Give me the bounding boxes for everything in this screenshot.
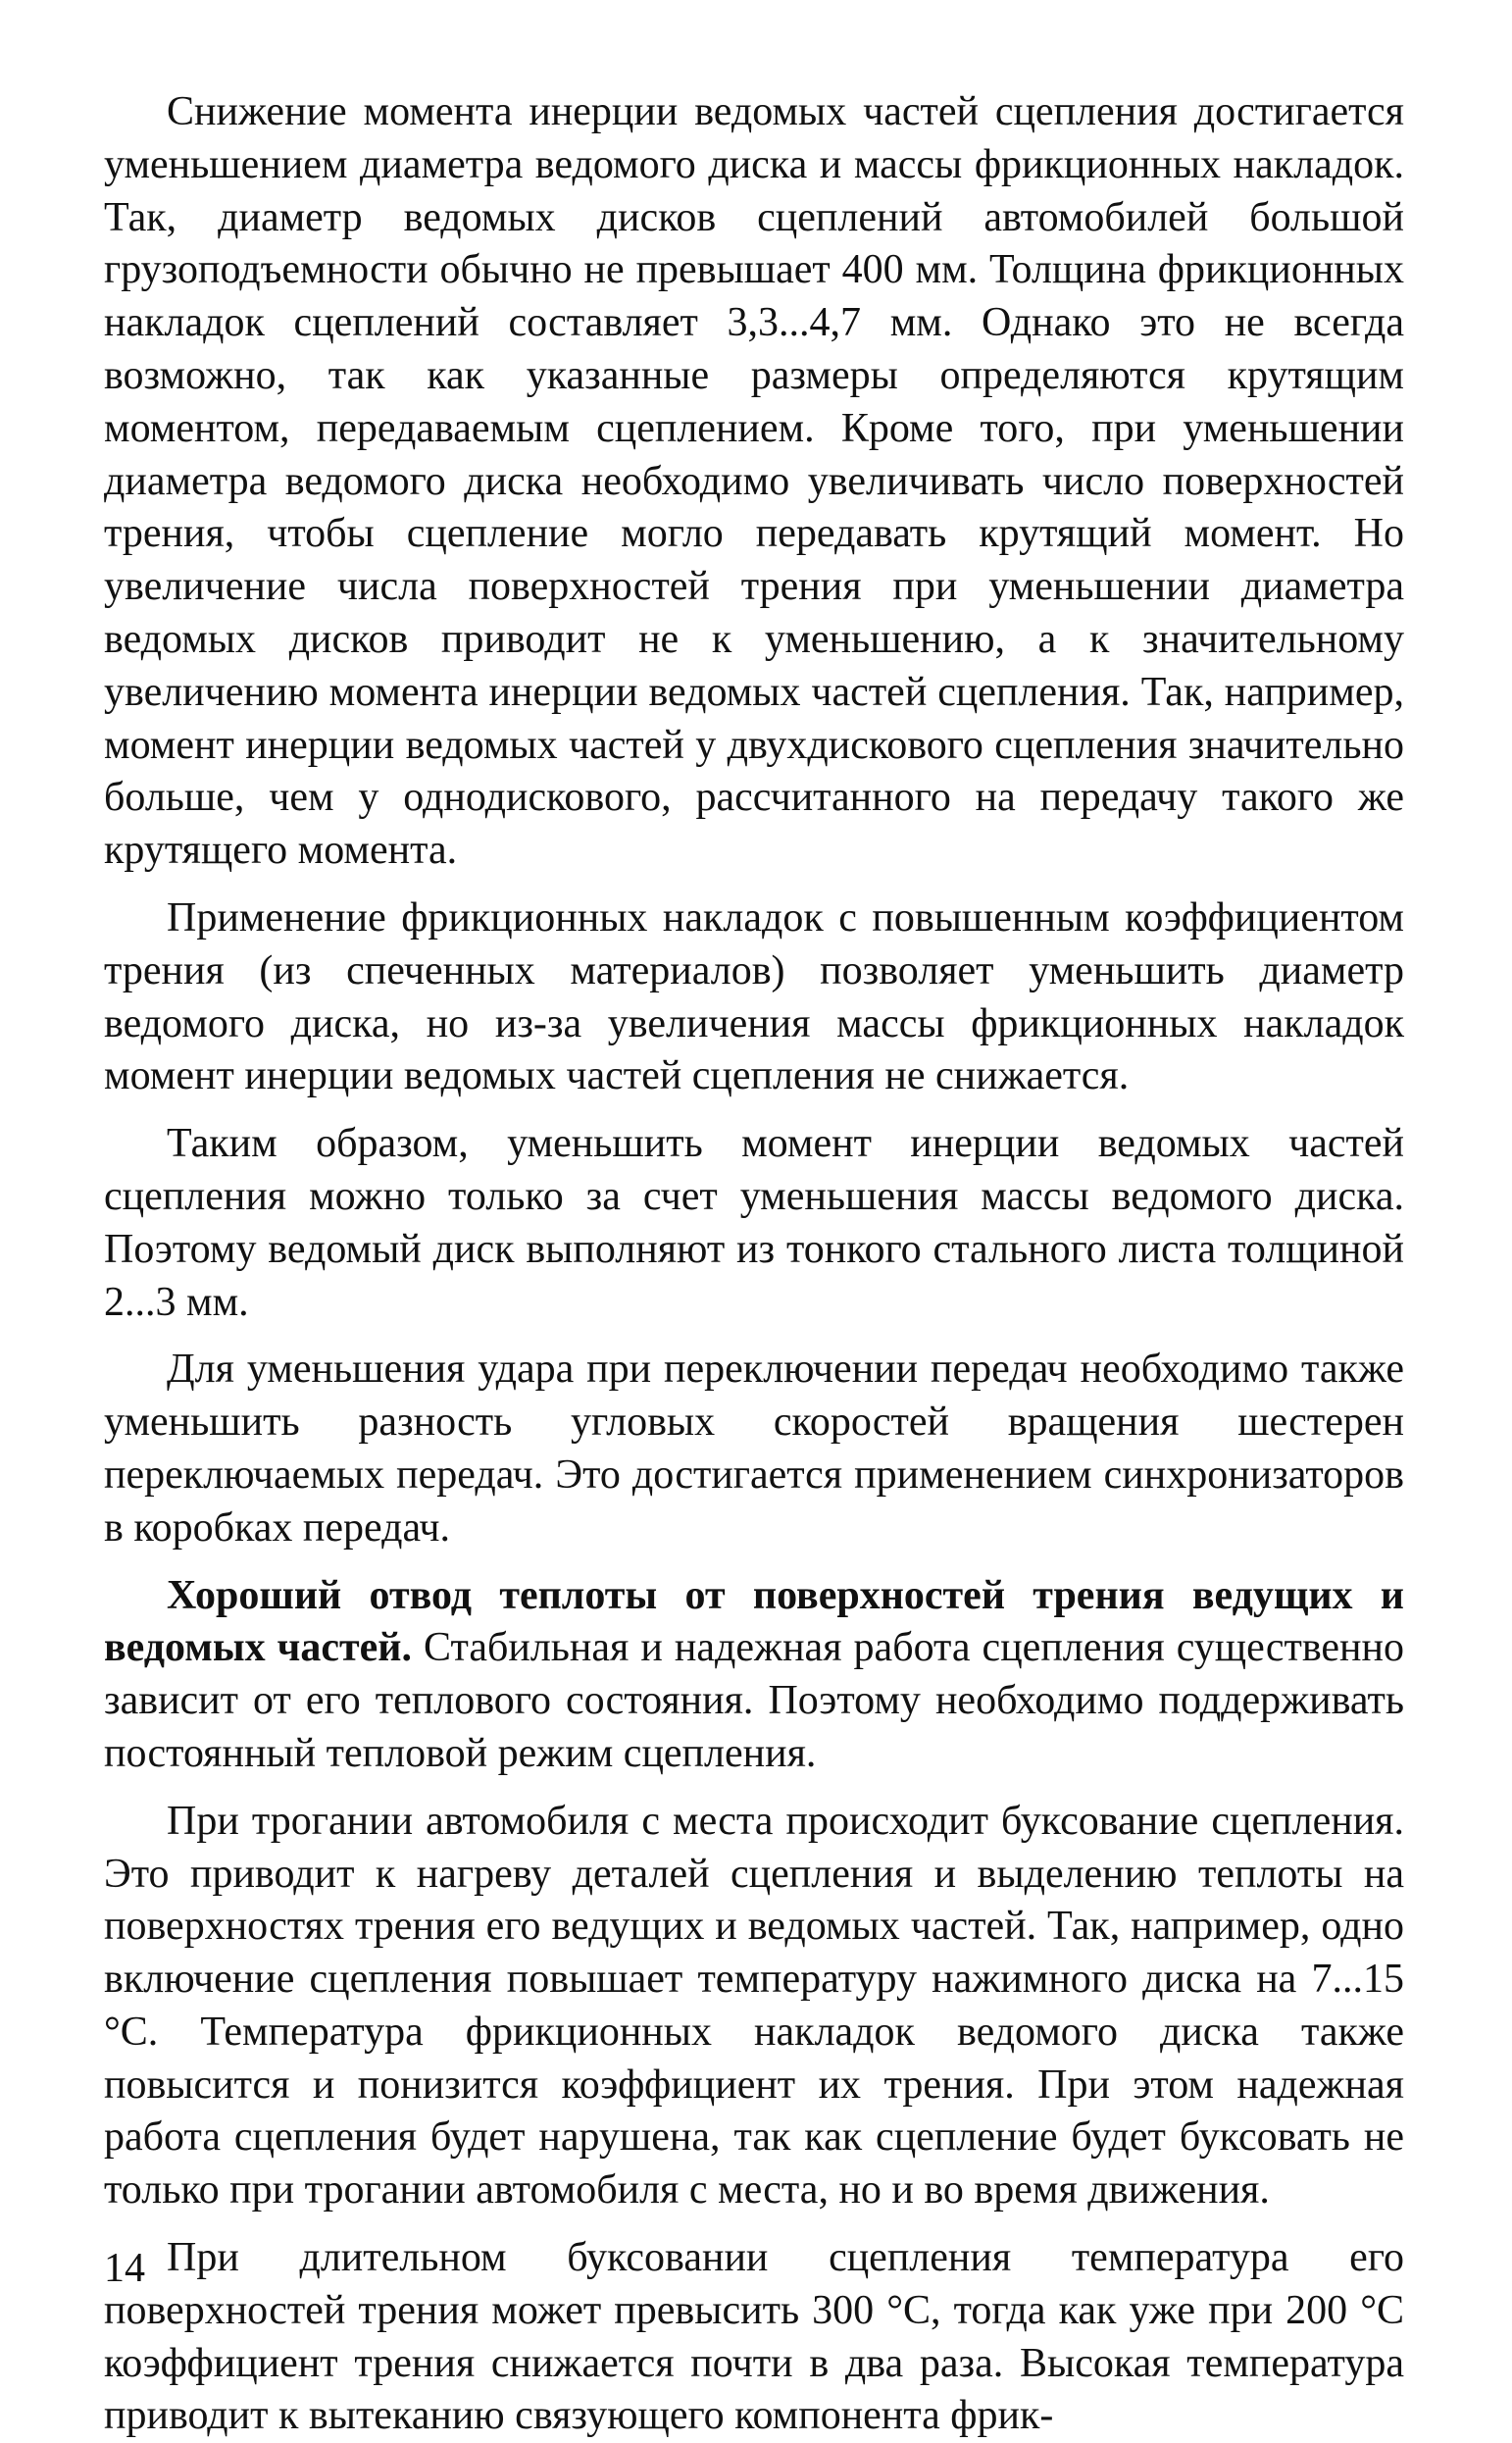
paragraph-driven-disc-mass: Таким образом, уменьшить момент инерции ведомых частей сцепления можно только за счет уменьшения массы ведомого диска. Поэтому ведомый диск выполняют из тонкого стального листа толщиной 2...3 мм.: [104, 1121, 1404, 1325]
paragraph-heat-removal: [104, 1570, 1404, 1781]
paragraph-body-text: Стабильная и надежная работа сцепления существенно зависит от его теплового состояния. Поэтому необходимо поддерживать постоянный тепловой режим сцепления.: [104, 1625, 1405, 1776]
paragraph-friction-linings: Применение фрикционных накладок с повышенным коэффициентом трения (из спеченных материалов) позволяет уменьшить диаметр ведомого диска, но из-за увеличения массы фрикционных накладок момент инерции ведомых частей сцепления не снижается.: [104, 894, 1404, 1099]
page-number: 14: [104, 2246, 145, 2291]
paragraph-lead-heading: Хороший отвод теплоты от поверхностей трения ведущих и ведомых частей.: [104, 1572, 1404, 1671]
paragraph-moment-of-inertia: Снижение момента инерции ведомых частей сцепления достигается уменьшением диаметра ведомого диска и массы фрикционных накладок. Так, диаметр ведомых дисков сцеплений автомобилей большой грузоподъемности обычно не превышает 400 мм. Толщина фрикционных накладок сцеплений составляет 3,3...4,7 мм. Однако это не всегда возможно, так как указанные размеры определяются крутящим моментом, передаваемым сцеплением. Кроме того, при уменьшении диаметра ведомого диска необходимо увеличивать число поверхностей трения, чтобы сцепление могло передавать крутящий момент. Но увеличение числа поверхностей трения при уменьшении диаметра ведомых дисков приводит не к уменьшению, а к значительному увеличению момента инерции ведомых частей сцепления. Так, например, момент инерции ведомых частей у двухдискового сцепления значительно больше, чем у однодискового, рассчитанного на передачу такого же крутящего момента.: [104, 89, 1404, 874]
page-body: [104, 86, 1404, 2443]
paragraph-synchronizers: Для уменьшения удара при переключении передач необходимо также уменьшить разность угловых скоростей вращения шестерен переключаемых передач. Это достигается применением синхронизаторов в коробках передач.: [104, 1347, 1404, 1551]
paragraph-prolonged-slip: При длительном буксовании сцепления температура его поверхностей трения может превысить 300 °C, тогда как уже при 200 °C коэффициент трения снижается почти в два раза. Высокая температура приводит к вытеканию связующего компонента фрик-: [104, 2235, 1404, 2439]
paragraph-clutch-slip-heating: При трогании автомобиля с места происходит буксование сцепления. Это приводит к нагреву деталей сцепления и выделению теплоты на поверхностях трения его ведущих и ведомых частей. Так, например, одно включение сцепления повышает температуру нажимного диска на 7...15 °C. Температура фрикционных накладок ведомого диска также повысится и понизится коэффициент их трения. При этом надежная работа сцепления будет нарушена, так как сцепление будет буксовать не только при трогании автомобиля с места, но и во время движения.: [104, 1798, 1404, 2214]
